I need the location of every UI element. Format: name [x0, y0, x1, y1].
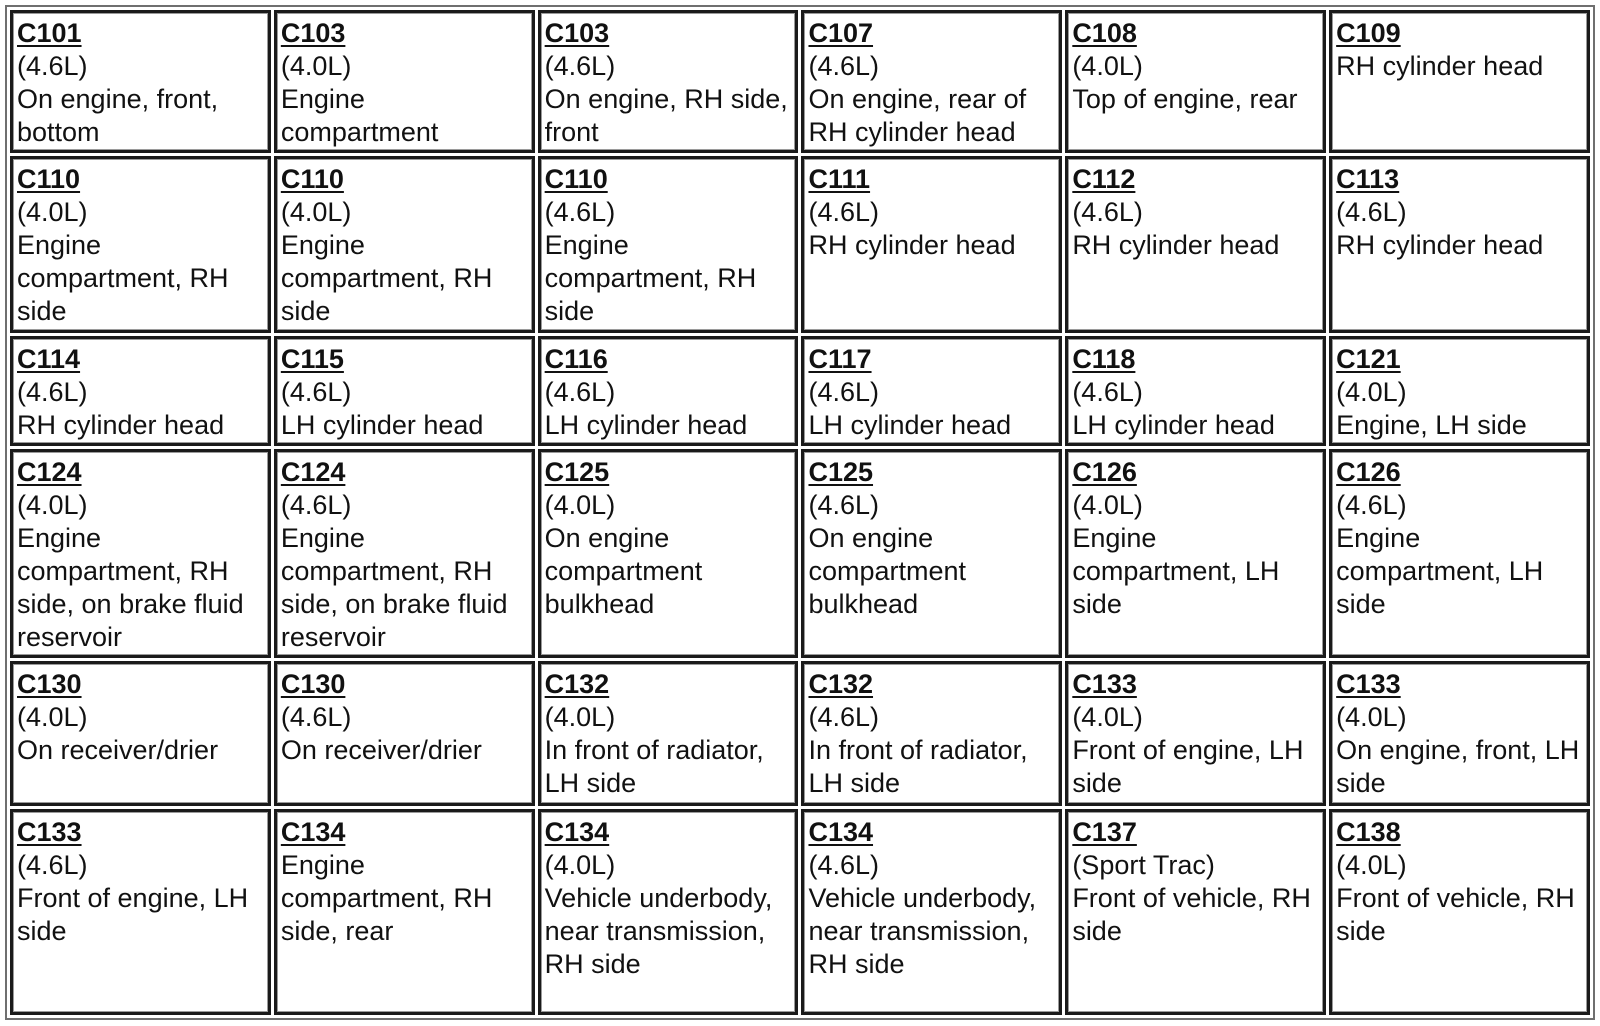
table-cell	[538, 336, 799, 446]
table-cell	[10, 10, 271, 153]
connector-location: Engine compartment, LH side	[1336, 523, 1544, 620]
engine-variant: (4.0L)	[544, 702, 616, 733]
engine-variant: (4.6L)	[280, 490, 352, 521]
connector-code: C110	[280, 164, 344, 194]
connector-location: Front of engine, LH side	[1072, 735, 1304, 799]
table-cell	[10, 661, 271, 805]
connector-location: Engine compartment, RH side, rear	[280, 849, 493, 946]
connector-location: LH cylinder head	[1072, 410, 1275, 441]
table-cell	[1329, 10, 1590, 153]
connector-code: C117	[808, 344, 872, 375]
engine-variant: (4.6L)	[544, 377, 616, 408]
connector-code: C103	[544, 18, 610, 48]
connector-code: C130	[280, 669, 346, 700]
table-cell	[538, 449, 799, 658]
engine-variant: (4.6L)	[808, 51, 880, 81]
connector-location: In front of radiator, LH side	[808, 735, 1028, 799]
engine-variant: (4.6L)	[17, 51, 88, 81]
table-row	[10, 809, 1590, 1016]
table-cell	[10, 449, 271, 658]
connector-location: Engine compartment, RH side	[544, 230, 757, 326]
connector-location: Engine compartment, RH side, on brake fluid reservoir	[280, 523, 508, 653]
connector-location: On engine compartment bulkhead	[808, 523, 967, 620]
connector-code: C134	[280, 816, 346, 847]
table-cell	[538, 10, 799, 153]
connector-code: C124	[17, 457, 82, 488]
table-cell	[801, 10, 1062, 153]
table-cell	[10, 336, 271, 446]
engine-variant: (4.0L)	[1336, 849, 1407, 880]
engine-variant: (4.6L)	[280, 377, 352, 408]
connector-code: C125	[544, 457, 610, 488]
connector-code: C103	[280, 18, 346, 48]
table-cell	[1065, 661, 1326, 805]
table-cell	[1065, 156, 1326, 333]
engine-variant: (4.6L)	[1072, 197, 1143, 227]
connector-code: C130	[17, 669, 82, 700]
engine-variant: (4.0L)	[280, 51, 352, 81]
connector-location: On receiver/drier	[17, 735, 219, 766]
connector-location: On engine, front, bottom	[17, 84, 219, 147]
table-cell	[801, 336, 1062, 446]
connector-code: C109	[1336, 18, 1401, 48]
table-cell	[274, 10, 535, 153]
engine-variant: (4.6L)	[808, 197, 880, 227]
engine-variant: (4.0L)	[280, 197, 352, 227]
table-cell	[10, 809, 271, 1016]
connector-location: RH cylinder head	[1336, 230, 1544, 260]
engine-variant: (4.6L)	[1336, 197, 1407, 227]
connector-code: C112	[1072, 164, 1136, 194]
engine-variant: (Sport Trac)	[1072, 849, 1215, 880]
table-cell	[1065, 809, 1326, 1016]
connector-location: Engine compartment	[280, 84, 439, 147]
connector-code: C126	[1072, 457, 1137, 488]
connector-code: C137	[1072, 816, 1137, 847]
table-cell	[274, 449, 535, 658]
engine-variant: (4.6L)	[17, 377, 88, 408]
engine-variant: (4.0L)	[17, 702, 88, 733]
engine-variant: (4.6L)	[544, 51, 616, 81]
table-cell	[538, 156, 799, 333]
engine-variant: (4.6L)	[1336, 490, 1407, 521]
connector-code: C134	[544, 816, 610, 847]
connector-code: C115	[280, 344, 344, 375]
connector-code: C110	[17, 164, 81, 194]
connector-code: C124	[280, 457, 346, 488]
connector-location: LH cylinder head	[808, 410, 1012, 441]
table-row	[10, 449, 1590, 658]
connector-code: C125	[808, 457, 874, 488]
connector-location: On engine compartment bulkhead	[544, 523, 703, 620]
connector-code: C114	[17, 344, 81, 375]
table-row	[10, 10, 1590, 153]
connector-code: C111	[808, 164, 871, 194]
table-cell	[801, 809, 1062, 1016]
connector-code: C133	[1336, 669, 1401, 700]
connector-code: C133	[17, 816, 82, 847]
connector-location: On engine, rear of RH cylinder head	[808, 84, 1027, 147]
connector-location: Vehicle underbody, near transmission, RH side	[808, 882, 1037, 979]
table-cell	[274, 809, 535, 1016]
engine-variant: (4.6L)	[808, 849, 880, 880]
connector-code: C101	[17, 18, 82, 48]
connector-location: Front of vehicle, RH side	[1072, 882, 1311, 946]
connector-code: C138	[1336, 816, 1401, 847]
table-cell	[1329, 156, 1590, 333]
engine-variant: (4.0L)	[17, 490, 88, 521]
connector-location: RH cylinder head	[17, 410, 225, 441]
table-cell	[1065, 449, 1326, 658]
connector-location: Vehicle underbody, near transmission, RH side	[544, 882, 773, 979]
engine-variant: (4.0L)	[544, 849, 616, 880]
table-row	[10, 336, 1590, 446]
connector-code: C113	[1336, 164, 1400, 194]
engine-variant: (4.0L)	[17, 197, 88, 227]
table-row	[10, 156, 1590, 333]
engine-variant: (4.6L)	[280, 702, 352, 733]
connector-location: RH cylinder head	[1336, 51, 1544, 81]
table-cell	[538, 661, 799, 805]
connector-location: LH cylinder head	[280, 410, 484, 441]
connector-location: Engine compartment, RH side	[17, 230, 229, 326]
engine-variant: (4.0L)	[1072, 490, 1143, 521]
engine-variant: (4.0L)	[1336, 377, 1407, 408]
engine-variant: (4.0L)	[544, 490, 616, 521]
connector-location: LH cylinder head	[544, 410, 748, 441]
connector-code: C108	[1072, 18, 1137, 48]
connector-code: C107	[808, 18, 874, 48]
connector-code: C126	[1336, 457, 1401, 488]
connector-location: Engine compartment, LH side	[1072, 523, 1280, 620]
connector-location: Top of engine, rear	[1072, 84, 1298, 114]
engine-variant: (4.0L)	[1336, 702, 1407, 733]
connector-location: RH cylinder head	[808, 230, 1016, 260]
engine-variant: (4.6L)	[808, 702, 880, 733]
connector-location: Engine compartment, RH side, on brake fluid reservoir	[17, 523, 244, 653]
table-cell	[801, 661, 1062, 805]
connector-code: C133	[1072, 669, 1137, 700]
connector-location: In front of radiator, LH side	[544, 735, 764, 799]
connector-code: C121	[1336, 344, 1401, 375]
connector-location-table	[5, 5, 1595, 1020]
table-cell	[538, 809, 799, 1016]
engine-variant: (4.0L)	[1072, 702, 1143, 733]
connector-location: On receiver/drier	[280, 735, 482, 766]
connector-location: On engine, RH side, front	[544, 84, 788, 147]
connector-code: C134	[808, 816, 874, 847]
connector-location: Engine compartment, RH side	[280, 230, 493, 326]
engine-variant: (4.6L)	[1072, 377, 1143, 408]
table-cell	[10, 156, 271, 333]
table-cell	[1329, 661, 1590, 805]
table-cell	[1065, 10, 1326, 153]
connector-location: Front of engine, LH side	[17, 882, 249, 946]
table-cell	[274, 336, 535, 446]
table-cell	[1065, 336, 1326, 446]
connector-code: C110	[544, 164, 608, 194]
connector-location: Front of vehicle, RH side	[1336, 882, 1575, 946]
table-cell	[1329, 449, 1590, 658]
connector-code: C116	[544, 344, 608, 375]
engine-variant: (4.6L)	[808, 377, 880, 408]
table-cell	[1329, 809, 1590, 1016]
table-cell	[1329, 336, 1590, 446]
table-row	[10, 661, 1590, 805]
connector-code: C118	[1072, 344, 1136, 375]
connector-location: RH cylinder head	[1072, 230, 1280, 260]
table-cell	[801, 156, 1062, 333]
connector-code: C132	[808, 669, 874, 700]
table-cell	[274, 156, 535, 333]
table-cell	[801, 449, 1062, 658]
engine-variant: (4.6L)	[808, 490, 880, 521]
table-cell	[274, 661, 535, 805]
engine-variant: (4.6L)	[544, 197, 616, 227]
connector-location: On engine, front, LH side	[1336, 735, 1580, 799]
engine-variant: (4.6L)	[17, 849, 88, 880]
connector-location: Engine, LH side	[1336, 410, 1527, 441]
connector-code: C132	[544, 669, 610, 700]
engine-variant: (4.0L)	[1072, 51, 1143, 81]
